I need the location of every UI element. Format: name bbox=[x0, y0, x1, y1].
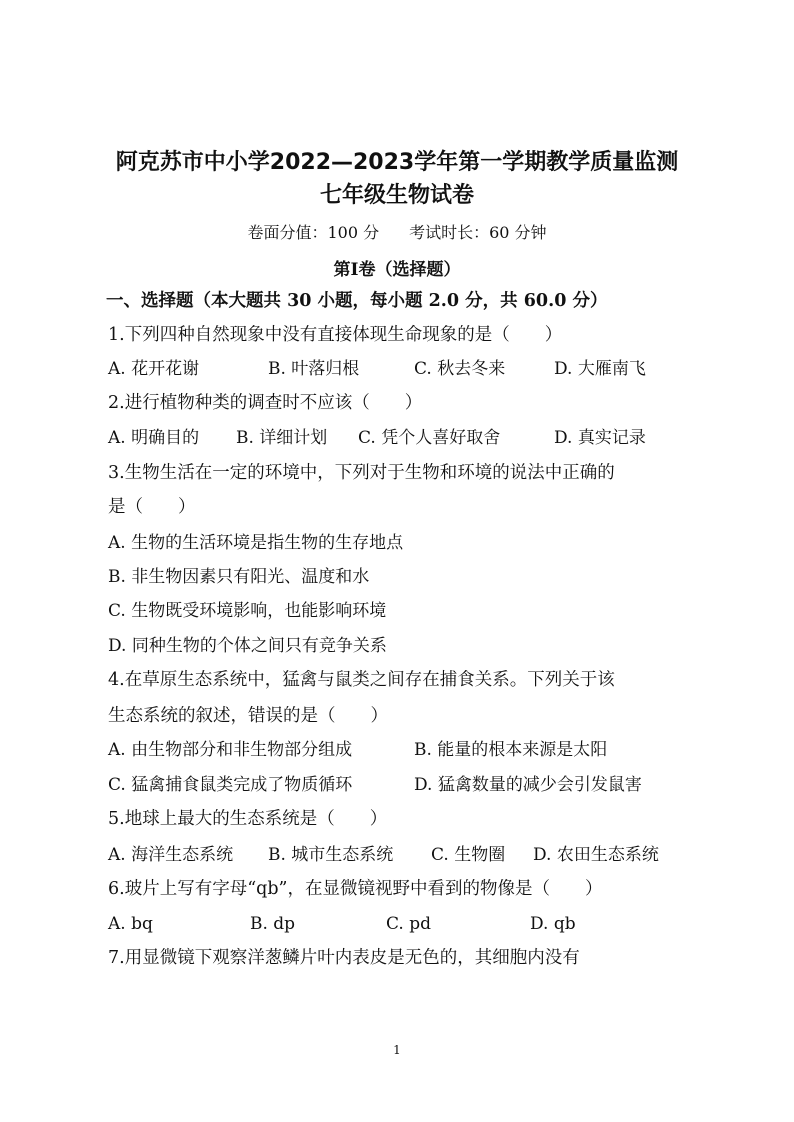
question-3-option-d: D. 同种生物的个体之间只有竞争关系 bbox=[108, 636, 387, 656]
option-d: D. 农田生态系统 bbox=[533, 845, 659, 865]
question-6-options bbox=[108, 912, 576, 936]
page-number: 1 bbox=[393, 1043, 401, 1057]
option-d: D. 猛禽数量的减少会引发鼠害 bbox=[414, 775, 642, 795]
option-b: B. 城市生态系统 bbox=[268, 845, 394, 865]
option-b: B. 能量的根本来源是太阳 bbox=[414, 740, 608, 760]
question-2-options bbox=[108, 426, 646, 450]
section-heading: 一、选择题（本大题共 30 小题，每小题 2.0 分，共 60.0 分） bbox=[106, 291, 608, 311]
question-3-option-b: B. 非生物因素只有阳光、温度和水 bbox=[108, 567, 370, 587]
question-2-stem: 2.进行植物种类的调查时不应该（ ） bbox=[108, 393, 423, 413]
option-a: A. 由生物部分和非生物部分组成 bbox=[108, 740, 353, 760]
exam-title-line2: 七年级生物试卷 bbox=[319, 183, 474, 208]
question-5-options bbox=[108, 843, 659, 867]
exam-meta bbox=[0, 220, 794, 243]
option-c: C. 生物圈 bbox=[431, 845, 506, 865]
duration-info: 考试时长：60 分钟 bbox=[409, 223, 547, 242]
question-7-stem-line1: 7.用显微镜下观察洋葱鳞片叶内表皮是无色的，其细胞内没有 bbox=[108, 948, 580, 968]
question-4-options-row2 bbox=[108, 773, 642, 797]
option-a: A. 花开花谢 bbox=[108, 359, 200, 379]
option-c: C. 秋去冬来 bbox=[414, 359, 506, 379]
option-b: B. 详细计划 bbox=[236, 428, 328, 448]
question-4-stem-line2: 生态系统的叙述，错误的是（ ） bbox=[108, 706, 388, 726]
question-4-stem-line1: 4.在草原生态系统中，猛禽与鼠类之间存在捕食关系。下列关于该 bbox=[108, 670, 615, 690]
question-3-stem-line1: 3.生物生活在一定的环境中，下列对于生物和环境的说法中正确的 bbox=[108, 463, 615, 483]
option-d: D. 大雁南飞 bbox=[554, 359, 646, 379]
question-3-stem-line2: 是（ ） bbox=[108, 497, 196, 517]
option-c: C. 猛禽捕食鼠类完成了物质循环 bbox=[108, 775, 353, 795]
question-1-options bbox=[108, 357, 646, 381]
option-c: C. 凭个人喜好取舍 bbox=[358, 428, 501, 448]
option-a: A. 海洋生态系统 bbox=[108, 845, 234, 865]
question-3-option-a: A. 生物的生活环境是指生物的生存地点 bbox=[108, 533, 404, 553]
score-info: 卷面分值：100 分 bbox=[247, 223, 380, 242]
option-b: B. 叶落归根 bbox=[268, 359, 360, 379]
question-5-stem: 5.地球上最大的生态系统是（ ） bbox=[108, 809, 388, 829]
question-3-option-c: C. 生物既受环境影响，也能影响环境 bbox=[108, 601, 387, 621]
option-a: A. 明确目的 bbox=[108, 428, 200, 448]
option-c: C. pd bbox=[386, 914, 431, 934]
volume-heading: 第Ⅰ卷（选择题） bbox=[333, 260, 461, 280]
option-a: A. bq bbox=[108, 914, 153, 934]
question-6-stem: 6.玻片上写有字母“qb”，在显微镜视野中看到的物像是（ ） bbox=[108, 879, 603, 899]
option-d: D. qb bbox=[530, 914, 576, 934]
exam-title-line1: 阿克苏市中小学2022—2023学年第一学期教学质量监测 bbox=[115, 150, 679, 175]
option-d: D. 真实记录 bbox=[554, 428, 646, 448]
question-4-options-row1 bbox=[108, 738, 607, 762]
question-1-stem: 1.下列四种自然现象中没有直接体现生命现象的是（ ） bbox=[108, 325, 563, 345]
option-b: B. dp bbox=[250, 914, 296, 934]
